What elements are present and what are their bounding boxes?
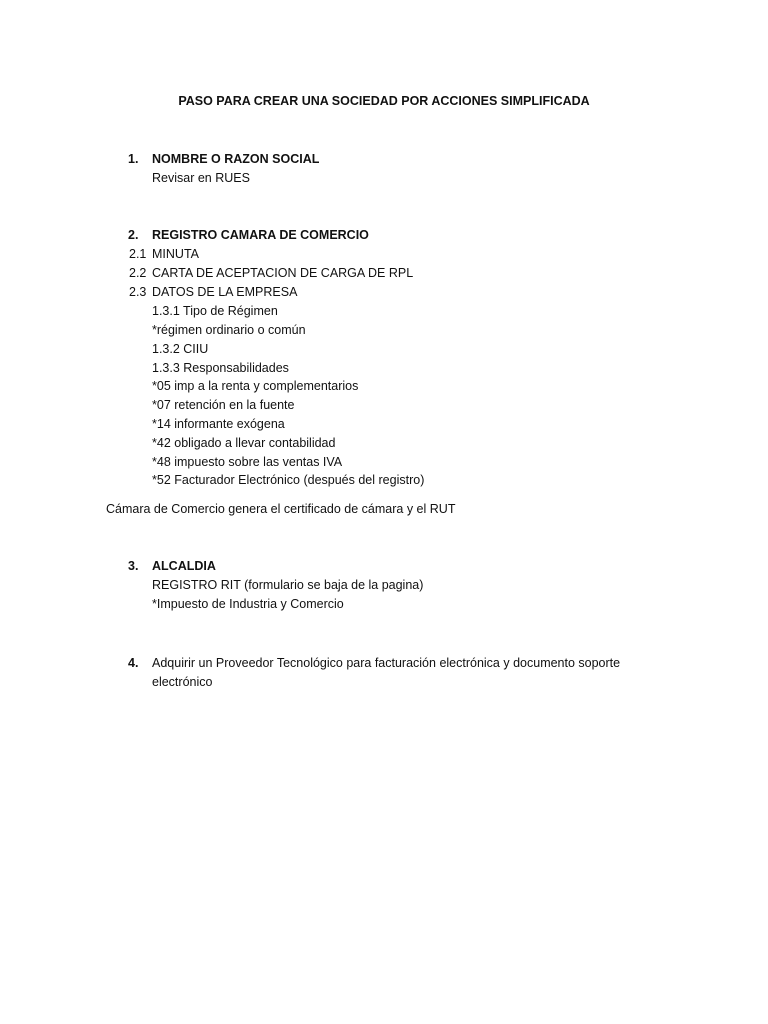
section-3-heading: ALCALDIA <box>152 559 216 573</box>
section-1-note: Revisar en RUES <box>152 171 250 185</box>
detail-line: *52 Facturador Electrónico (después del registro) <box>152 473 425 487</box>
section-4-number: 4. <box>128 656 139 670</box>
detail-line: 1.3.3 Responsabilidades <box>152 361 289 375</box>
section-4-line-2: electrónico <box>152 675 213 689</box>
subsection-2-1-number: 2.1 <box>129 247 147 261</box>
detail-line: *régimen ordinario o común <box>152 323 306 337</box>
camara-note: Cámara de Comercio genera el certificado de cámara y el RUT <box>106 502 456 516</box>
subsection-2-2-number: 2.2 <box>129 266 147 280</box>
subsection-2-2-label: CARTA DE ACEPTACION DE CARGA DE RPL <box>152 266 414 280</box>
subsection-2-1-label: MINUTA <box>152 247 199 261</box>
detail-line: 1.3.2 CIIU <box>152 342 209 356</box>
section-3-number: 3. <box>128 559 139 573</box>
detail-line: *07 retención en la fuente <box>152 398 295 412</box>
section-2-heading: REGISTRO CAMARA DE COMERCIO <box>152 228 369 242</box>
detail-line: *48 impuesto sobre las ventas IVA <box>152 455 343 469</box>
detail-line: *42 obligado a llevar contabilidad <box>152 436 336 450</box>
section-1-number: 1. <box>128 152 139 166</box>
subsection-2-3-label: DATOS DE LA EMPRESA <box>152 285 298 299</box>
detail-line: *14 informante exógena <box>152 417 285 431</box>
section-4-line-1: Adquirir un Proveedor Tecnológico para facturación electrónica y documento soporte <box>152 656 621 670</box>
detail-line: *05 imp a la renta y complementarios <box>152 379 359 393</box>
section-2-number: 2. <box>128 228 139 242</box>
section-3-line-1: REGISTRO RIT (formulario se baja de la pagina) <box>152 578 424 592</box>
detail-line: 1.3.1 Tipo de Régimen <box>152 304 278 318</box>
subsection-2-3-number: 2.3 <box>129 285 147 299</box>
page-title: PASO PARA CREAR UNA SOCIEDAD POR ACCIONES SIMPLIFICADA <box>178 94 590 108</box>
section-3-line-2: *Impuesto de Industria y Comercio <box>152 597 344 611</box>
section-1-heading: NOMBRE O RAZON SOCIAL <box>152 152 320 166</box>
